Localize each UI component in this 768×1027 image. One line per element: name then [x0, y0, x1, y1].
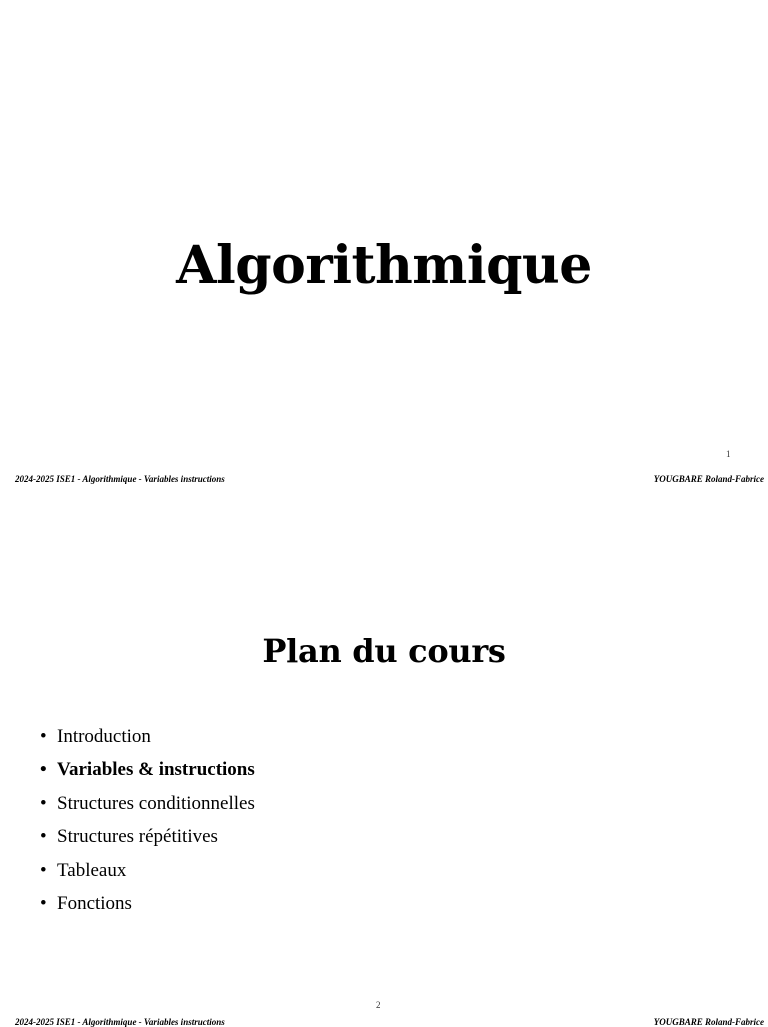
outline-item: [40, 720, 255, 753]
outline-item: [40, 854, 255, 887]
bullet-icon: •: [40, 859, 47, 881]
outline-item: [40, 787, 255, 820]
outline-item-label: Fonctions: [57, 893, 132, 915]
bullet-icon: •: [40, 826, 47, 848]
slide-title: Algorithmique: [176, 235, 592, 296]
slide-number: 2: [376, 1000, 381, 1010]
outline-item-label: Variables & instructions: [57, 759, 255, 781]
slide-title: Plan du cours: [262, 632, 506, 670]
footer-course-info: 2024-2025 ISE1 - Algorithmique - Variables instructions: [15, 1017, 225, 1027]
outline-item-label: Structures répétitives: [57, 826, 218, 848]
footer-course-info: 2024-2025 ISE1 - Algorithmique - Variables instructions: [15, 474, 225, 484]
outline-item-current: [40, 753, 255, 786]
outline-item-label: Tableaux: [57, 859, 127, 881]
bullet-icon: •: [40, 759, 47, 781]
slide-number: 1: [726, 449, 731, 459]
bullet-icon: •: [40, 726, 47, 747]
bullet-icon: •: [40, 893, 47, 915]
outline-item-label: Introduction: [57, 726, 151, 747]
course-outline-list: [40, 720, 255, 920]
footer-author: YOUGBARE Roland-Fabrice: [653, 474, 764, 484]
slide-1: [0, 0, 768, 512]
outline-item-label: Structures conditionnelles: [57, 792, 255, 814]
outline-item: [40, 820, 255, 853]
slide-2: [0, 512, 768, 1027]
footer-author: YOUGBARE Roland-Fabrice: [653, 1017, 764, 1027]
bullet-icon: •: [40, 792, 47, 814]
outline-item: [40, 887, 255, 920]
